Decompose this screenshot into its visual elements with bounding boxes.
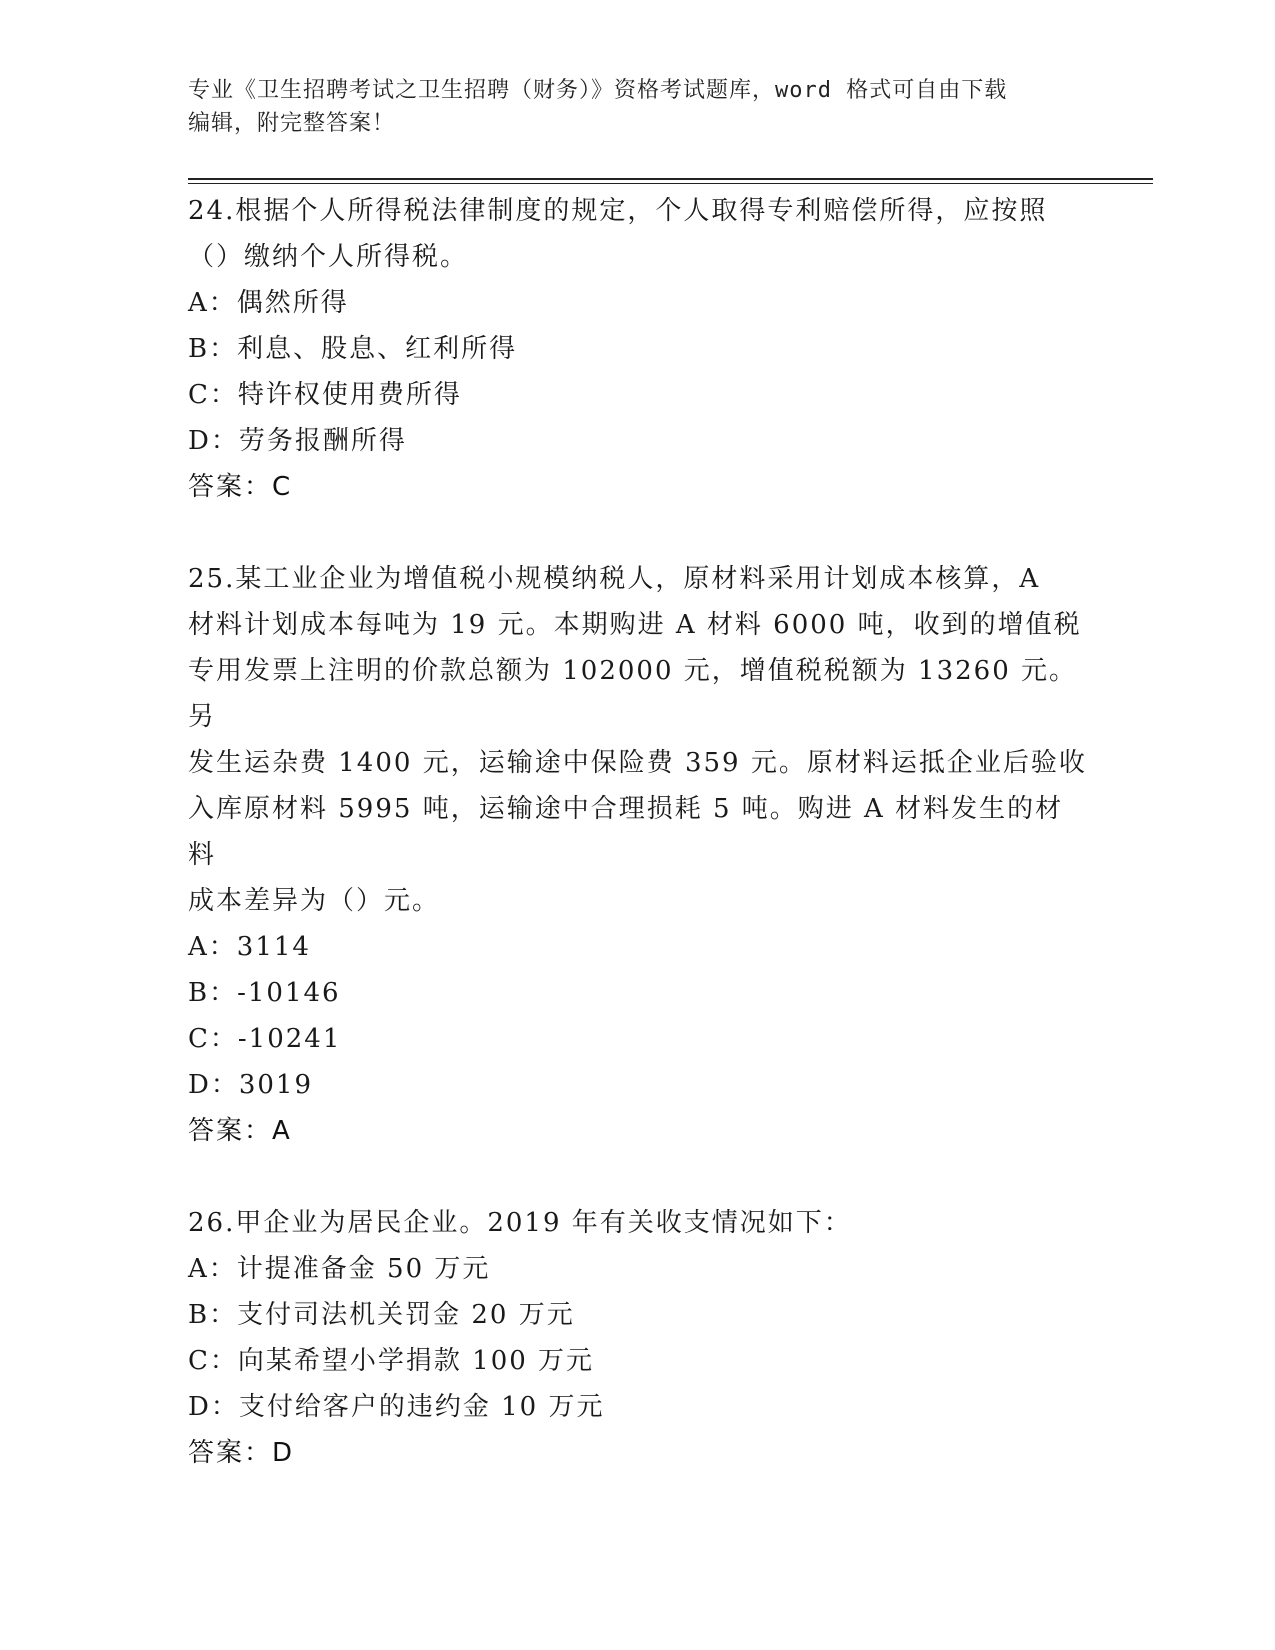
option-b: B：利息、股息、红利所得 (188, 334, 518, 364)
header-line-2: 编辑，附完整答案！ (188, 111, 396, 136)
option-c: C：特许权使用费所得 (188, 380, 462, 410)
header-line-1: 专业《卫生招聘考试之卫生招聘（财务）》资格考试题库，word 格式可自由下载 (188, 78, 1008, 103)
header-divider-thin (188, 183, 1153, 184)
question-24 (188, 188, 1088, 510)
question-stem-line: （）缴纳个人所得税。 (188, 242, 469, 272)
option-d: D：3019 (188, 1070, 314, 1100)
question-spacer (188, 1154, 1088, 1200)
question-stem-line: 成本差异为（）元。 (188, 886, 441, 916)
question-stem-line: 入库原材料 5995 吨，运输途中合理损耗 5 吨。购进 A 材料发生的材料 (188, 794, 1064, 870)
question-spacer (188, 510, 1088, 556)
answer-line: 答案：A (188, 1116, 292, 1146)
question-list (188, 188, 1088, 1476)
question-stem-line: 材料计划成本每吨为 19 元。本期购进 A 材料 6000 吨，收到的增值税 (188, 610, 1082, 640)
answer-line: 答案：D (188, 1438, 295, 1468)
option-b: B：-10146 (188, 978, 341, 1008)
option-b: B：支付司法机关罚金 20 万元 (188, 1300, 575, 1330)
question-stem-line: 24.根据个人所得税法律制度的规定，个人取得专利赔偿所得，应按照 (188, 196, 1048, 226)
option-d: D：劳务报酬所得 (188, 426, 407, 456)
question-26 (188, 1200, 1088, 1476)
document-header (188, 74, 1088, 140)
option-d: D：支付给客户的违约金 10 万元 (188, 1392, 605, 1422)
option-a: A：3114 (188, 932, 311, 962)
question-25 (188, 556, 1088, 1154)
question-stem-line: 专用发票上注明的价款总额为 102000 元，增值税税额为 13260 元。另 (188, 656, 1078, 732)
question-stem-line: 25.某工业企业为增值税小规模纳税人，原材料采用计划成本核算，A (188, 564, 1041, 594)
answer-line: 答案：C (188, 472, 293, 502)
option-a: A：计提准备金 50 万元 (188, 1254, 491, 1284)
option-c: C：向某希望小学捐款 100 万元 (188, 1346, 595, 1376)
header-divider-thick (188, 178, 1153, 180)
option-a: A：偶然所得 (188, 288, 349, 318)
option-c: C：-10241 (188, 1024, 342, 1054)
question-stem-line: 发生运杂费 1400 元，运输途中保险费 359 元。原材料运抵企业后验收 (188, 748, 1087, 778)
question-stem-line: 26.甲企业为居民企业。2019 年有关收支情况如下： (188, 1208, 852, 1238)
